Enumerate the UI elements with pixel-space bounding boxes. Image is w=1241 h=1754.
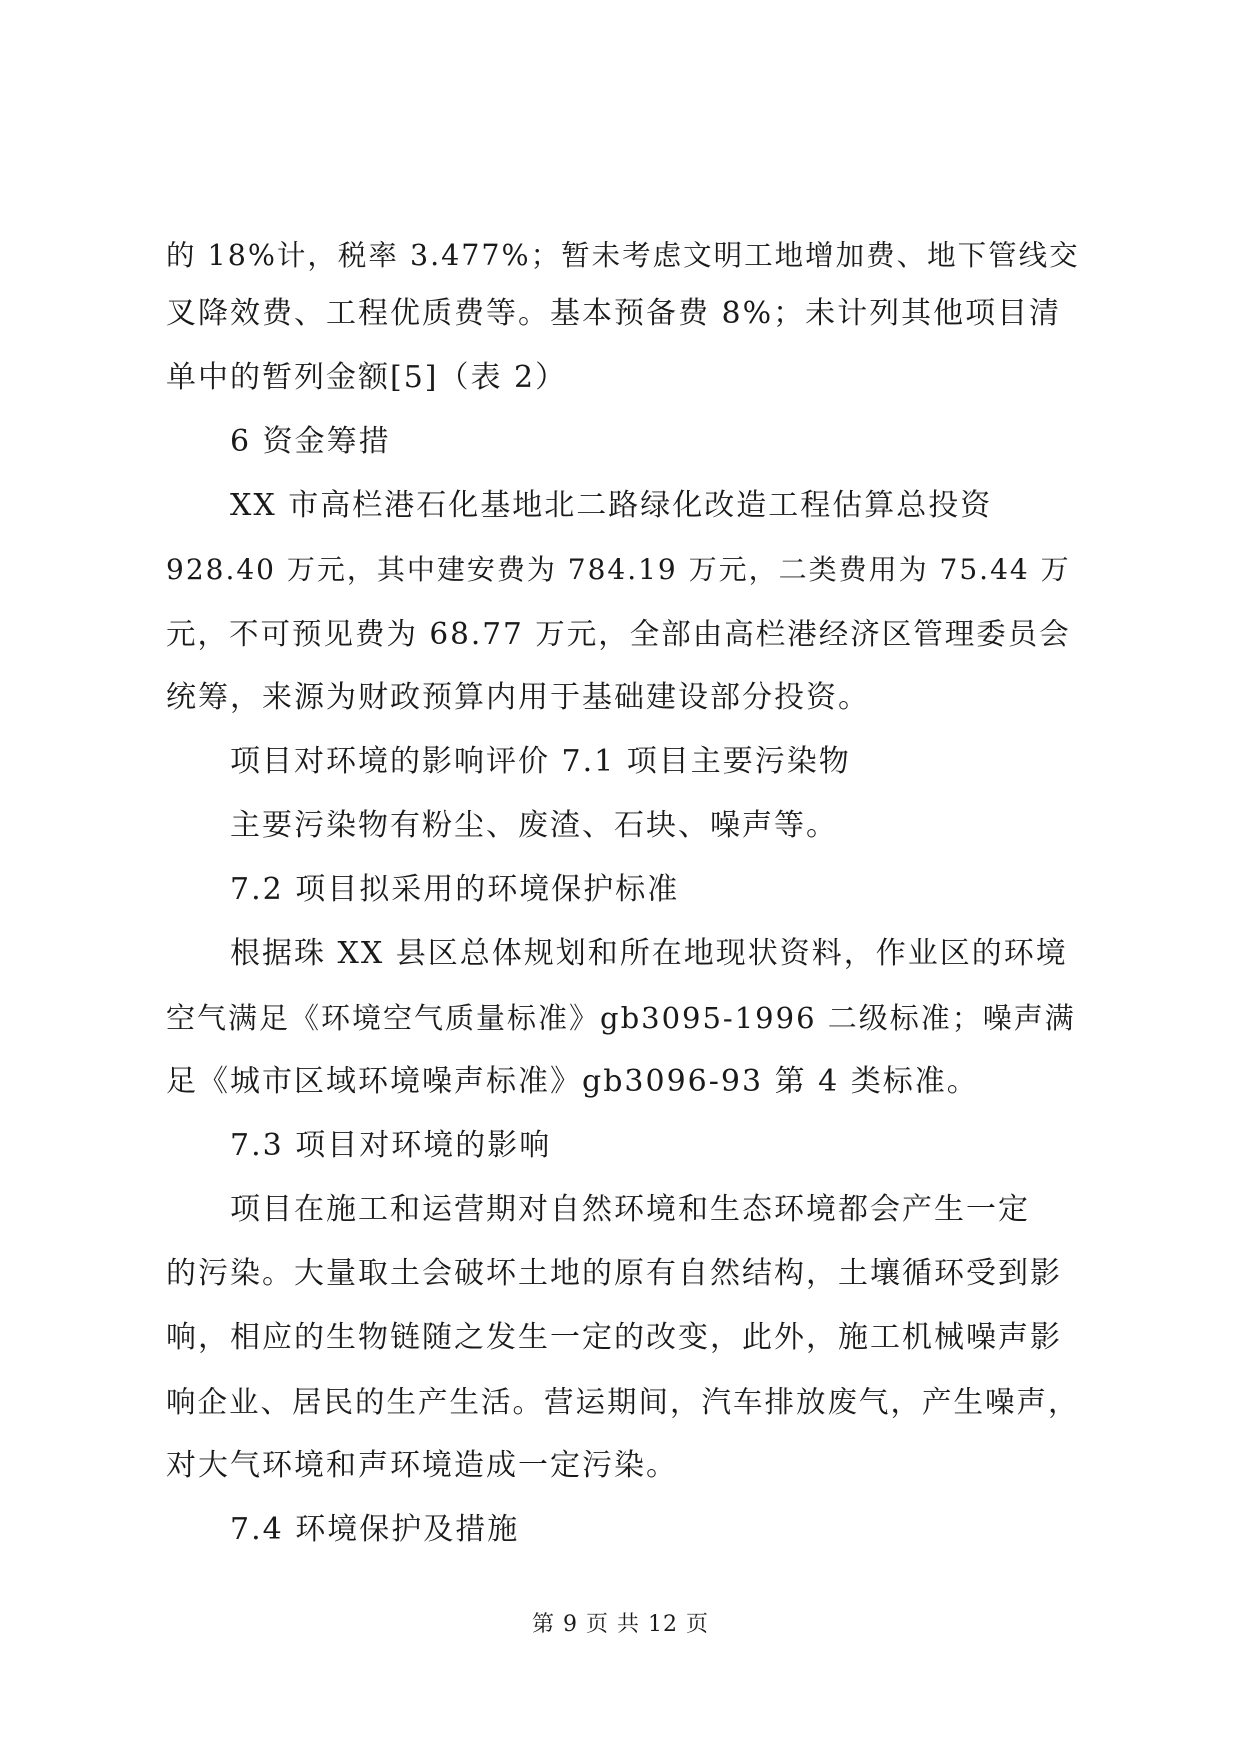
text-line: 统筹，来源为财政预算内用于基础建设部分投资。	[166, 680, 870, 715]
text-line: 单中的暂列金额[5]（表 2）	[166, 360, 568, 395]
section-heading: 7.3 项目对环境的影响	[230, 1128, 552, 1163]
section-heading: 7.2 项目拟采用的环境保护标准	[230, 872, 680, 907]
text-line: XX 市高栏港石化基地北二路绿化改造工程估算总投资	[230, 488, 993, 523]
text-line: 叉降效费、工程优质费等。基本预备费 8%；未计列其他项目清	[166, 296, 1062, 331]
text-line: 足《城市区域环境噪声标准》gb3096-93 第 4 类标准。	[166, 1064, 979, 1099]
section-heading: 6 资金筹措	[230, 424, 391, 459]
text-line: 项目在施工和运营期对自然环境和生态环境都会产生一定	[230, 1192, 1030, 1227]
text-line: 空气满足《环境空气质量标准》gb3095-1996 二级标准；噪声满	[166, 1001, 1076, 1035]
text-line: 响，相应的生物链随之发生一定的改变，此外，施工机械噪声影	[166, 1320, 1062, 1355]
text-line: 响企业、居民的生产生活。营运期间，汽车排放废气，产生噪声，	[166, 1385, 1080, 1419]
text-line: 的 18%计，税率 3.477%；暂未考虑文明工地增加费、地下管线交	[166, 239, 1080, 272]
text-line: 根据珠 XX 县区总体规划和所在地现状资料，作业区的环境	[230, 936, 1068, 971]
text-line: 对大气环境和声环境造成一定污染。	[166, 1448, 678, 1483]
text-line: 928.40 万元，其中建安费为 784.19 万元，二类费用为 75.44 万	[166, 553, 1071, 586]
text-line: 主要污染物有粉尘、废渣、石块、噪声等。	[230, 808, 838, 843]
page-number-footer: 第 9 页 共 12 页	[532, 1612, 709, 1637]
section-heading: 项目对环境的影响评价 7.1 项目主要污染物	[230, 744, 851, 779]
text-line: 元，不可预见费为 68.77 万元，全部由高栏港经济区管理委员会	[166, 617, 1071, 651]
text-line: 的污染。大量取土会破坏土地的原有自然结构，土壤循环受到影	[166, 1256, 1062, 1291]
section-heading: 7.4 环境保护及措施	[230, 1512, 520, 1547]
